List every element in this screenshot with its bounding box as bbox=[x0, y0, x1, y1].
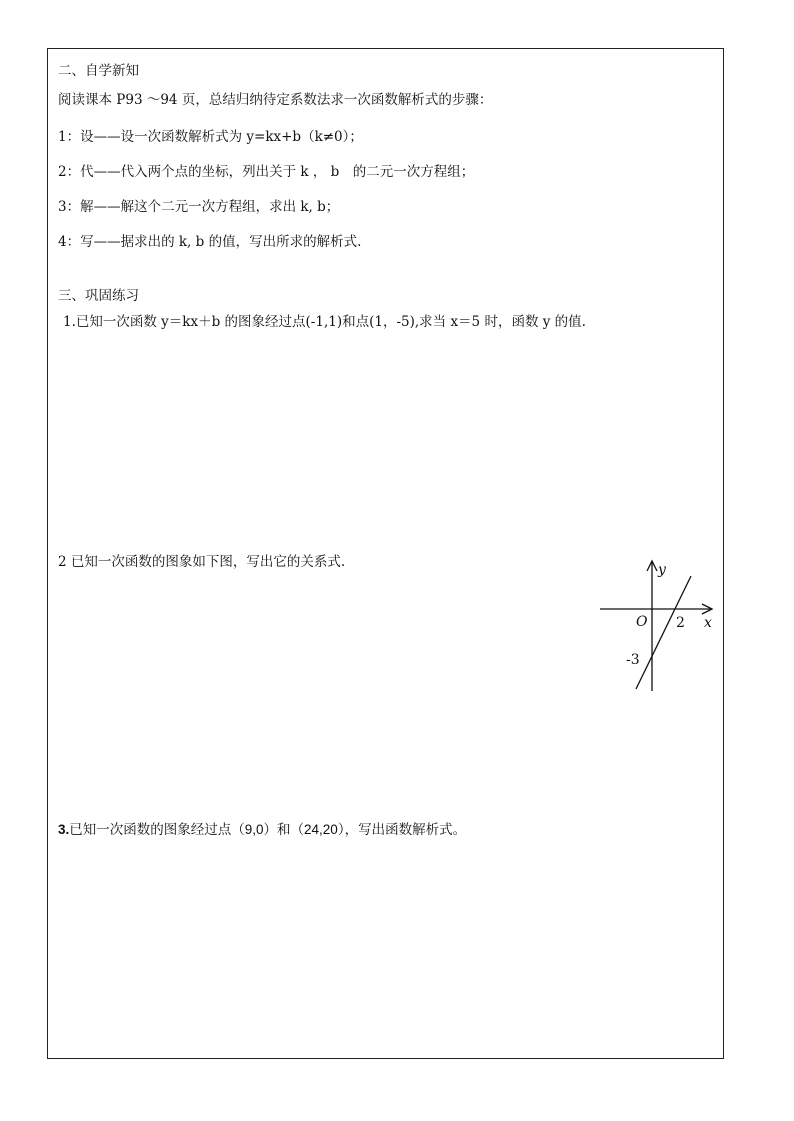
section3-heading: 三、巩固练习 bbox=[58, 288, 139, 304]
x-intercept-label: 2 bbox=[676, 615, 685, 631]
question-1: 1.已知一次函数 y＝kx＋b 的图象经过点(-1,1)和点(1，-5),求当 x＝5 时，函数 y 的值. bbox=[63, 314, 586, 330]
y-intercept-label: -3 bbox=[626, 652, 640, 668]
step-1: 1：设——设一次函数解析式为 y=kx+b（k≠0）； bbox=[58, 129, 363, 145]
step-2: 2：代——代入两个点的坐标，列出关于 k ， b 的二元一次方程组； bbox=[58, 164, 475, 180]
question-3 bbox=[58, 821, 466, 839]
x-axis-label: x bbox=[704, 615, 712, 631]
function-line bbox=[636, 576, 691, 689]
origin-label: O bbox=[636, 614, 648, 630]
step-3: 3：解——解这个二元一次方程组，求出 k, b； bbox=[58, 199, 340, 215]
linear-function-graph bbox=[598, 558, 718, 694]
question-3-text: 已知一次函数的图象经过点（9,0）和（24,20），写出函数解析式。 bbox=[69, 822, 467, 837]
y-axis-label: y bbox=[658, 562, 666, 578]
question-3-number: 3. bbox=[58, 822, 70, 837]
step-4: 4：写——据求出的 k, b 的值，写出所求的解析式. bbox=[58, 234, 362, 250]
section2-heading: 二、自学新知 bbox=[58, 63, 139, 79]
section2-intro: 阅读课本 P93 ～94 页，总结归纳待定系数法求一次函数解析式的步骤： bbox=[58, 92, 493, 108]
question-2: 2 已知一次函数的图象如下图，写出它的关系式. bbox=[58, 554, 346, 570]
